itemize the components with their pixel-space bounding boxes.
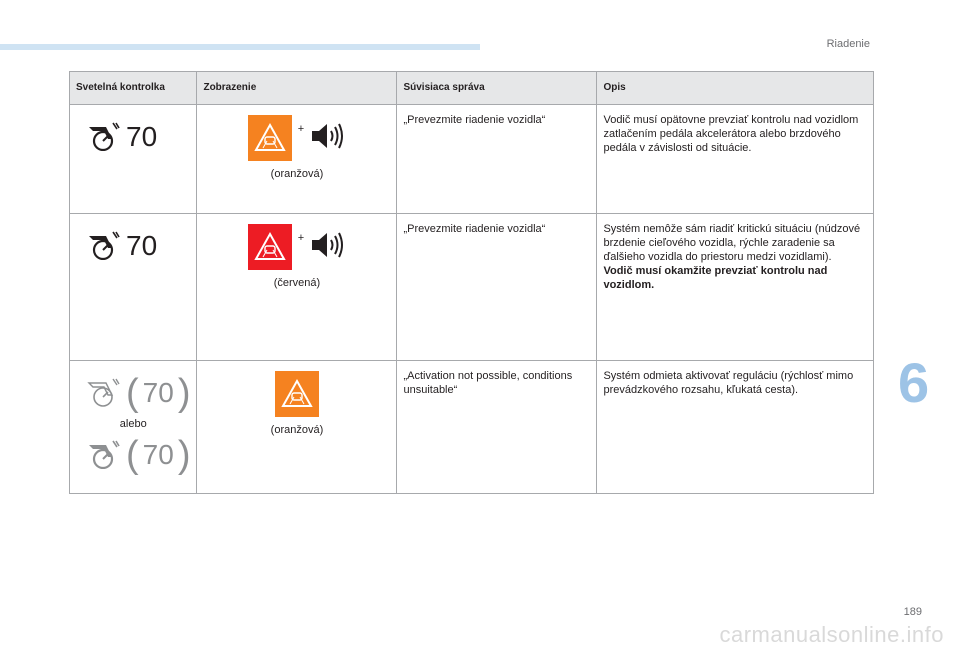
warning-triangle-icon <box>275 371 319 417</box>
paren-right: ) <box>177 434 191 476</box>
paren-right: ) <box>177 372 191 414</box>
plus-sign: + <box>297 232 305 244</box>
speaker-icon <box>310 230 346 264</box>
display-caption: (oranžová) <box>270 168 324 180</box>
indicator-cell <box>70 214 197 361</box>
column-header: Svetelná kontrolka <box>70 72 197 105</box>
speedometer-icon <box>86 119 122 155</box>
column-header: Zobrazenie <box>197 72 397 105</box>
display-caption: (červená) <box>273 277 321 289</box>
watermark: carmanualsonline.info <box>719 622 944 647</box>
display-cell <box>197 361 397 494</box>
warning-triangle-icon <box>248 224 292 270</box>
description-cell: Systém odmieta aktivovať reguláciu (rýchlosť mimo prevádzkového rozsahu, kľukatá cesta). <box>597 361 874 494</box>
plus-sign: + <box>297 123 305 135</box>
paren-left: ( <box>126 372 139 414</box>
column-header: Opis <box>597 72 874 105</box>
description-cell: Vodič musí opätovne prevziať kontrolu nad vozidlom zatlačením pedála akcelerátora alebo brzdového pedála v závislosti od situácie. <box>597 105 874 214</box>
display-cell <box>197 105 397 214</box>
display-cell <box>197 214 397 361</box>
message-cell: „Activation not possible, conditions unsuitable“ <box>397 361 597 494</box>
speedometer-outline-icon <box>86 375 122 411</box>
table-row <box>70 105 874 214</box>
speaker-icon <box>310 121 346 155</box>
message-cell: „Prevezmite riadenie vozidla“ <box>397 214 597 361</box>
speedometer-icon <box>86 228 122 264</box>
display-caption: (oranžová) <box>270 424 324 436</box>
indicator-table <box>69 71 874 494</box>
speed-value: 70 <box>142 377 174 408</box>
speed-value: 70 <box>126 121 158 152</box>
table-header-row <box>70 72 874 105</box>
speed-value: 70 <box>126 230 158 261</box>
speed-value-alt: 70 <box>142 439 174 470</box>
table-row <box>70 361 874 494</box>
section-title: Riadenie <box>826 38 870 50</box>
message-cell: „Prevezmite riadenie vozidla“ <box>397 105 597 214</box>
description-bold-text: Vodič musí okamžite prevziať kontrolu nad vozidlom. <box>603 265 828 291</box>
description-text: Systém nemôže sám riadiť kritickú situáciu (núdzové brzdenie cieľového vozidla, rýchle zaradenie sa ďalšieho vozidla do priestoru medzi vozidlami). <box>603 223 861 263</box>
page-number: 189 <box>903 606 922 618</box>
indicator-cell <box>70 361 197 494</box>
description-cell <box>597 214 874 361</box>
warning-triangle-icon <box>248 115 292 161</box>
table-row <box>70 214 874 361</box>
indicator-cell <box>70 105 197 214</box>
or-label: alebo <box>119 418 147 430</box>
header-bar <box>0 44 480 50</box>
speedometer-icon <box>86 437 122 473</box>
paren-left: ( <box>126 434 139 476</box>
chapter-number: 6 <box>898 351 930 414</box>
column-header: Súvisiaca správa <box>397 72 597 105</box>
